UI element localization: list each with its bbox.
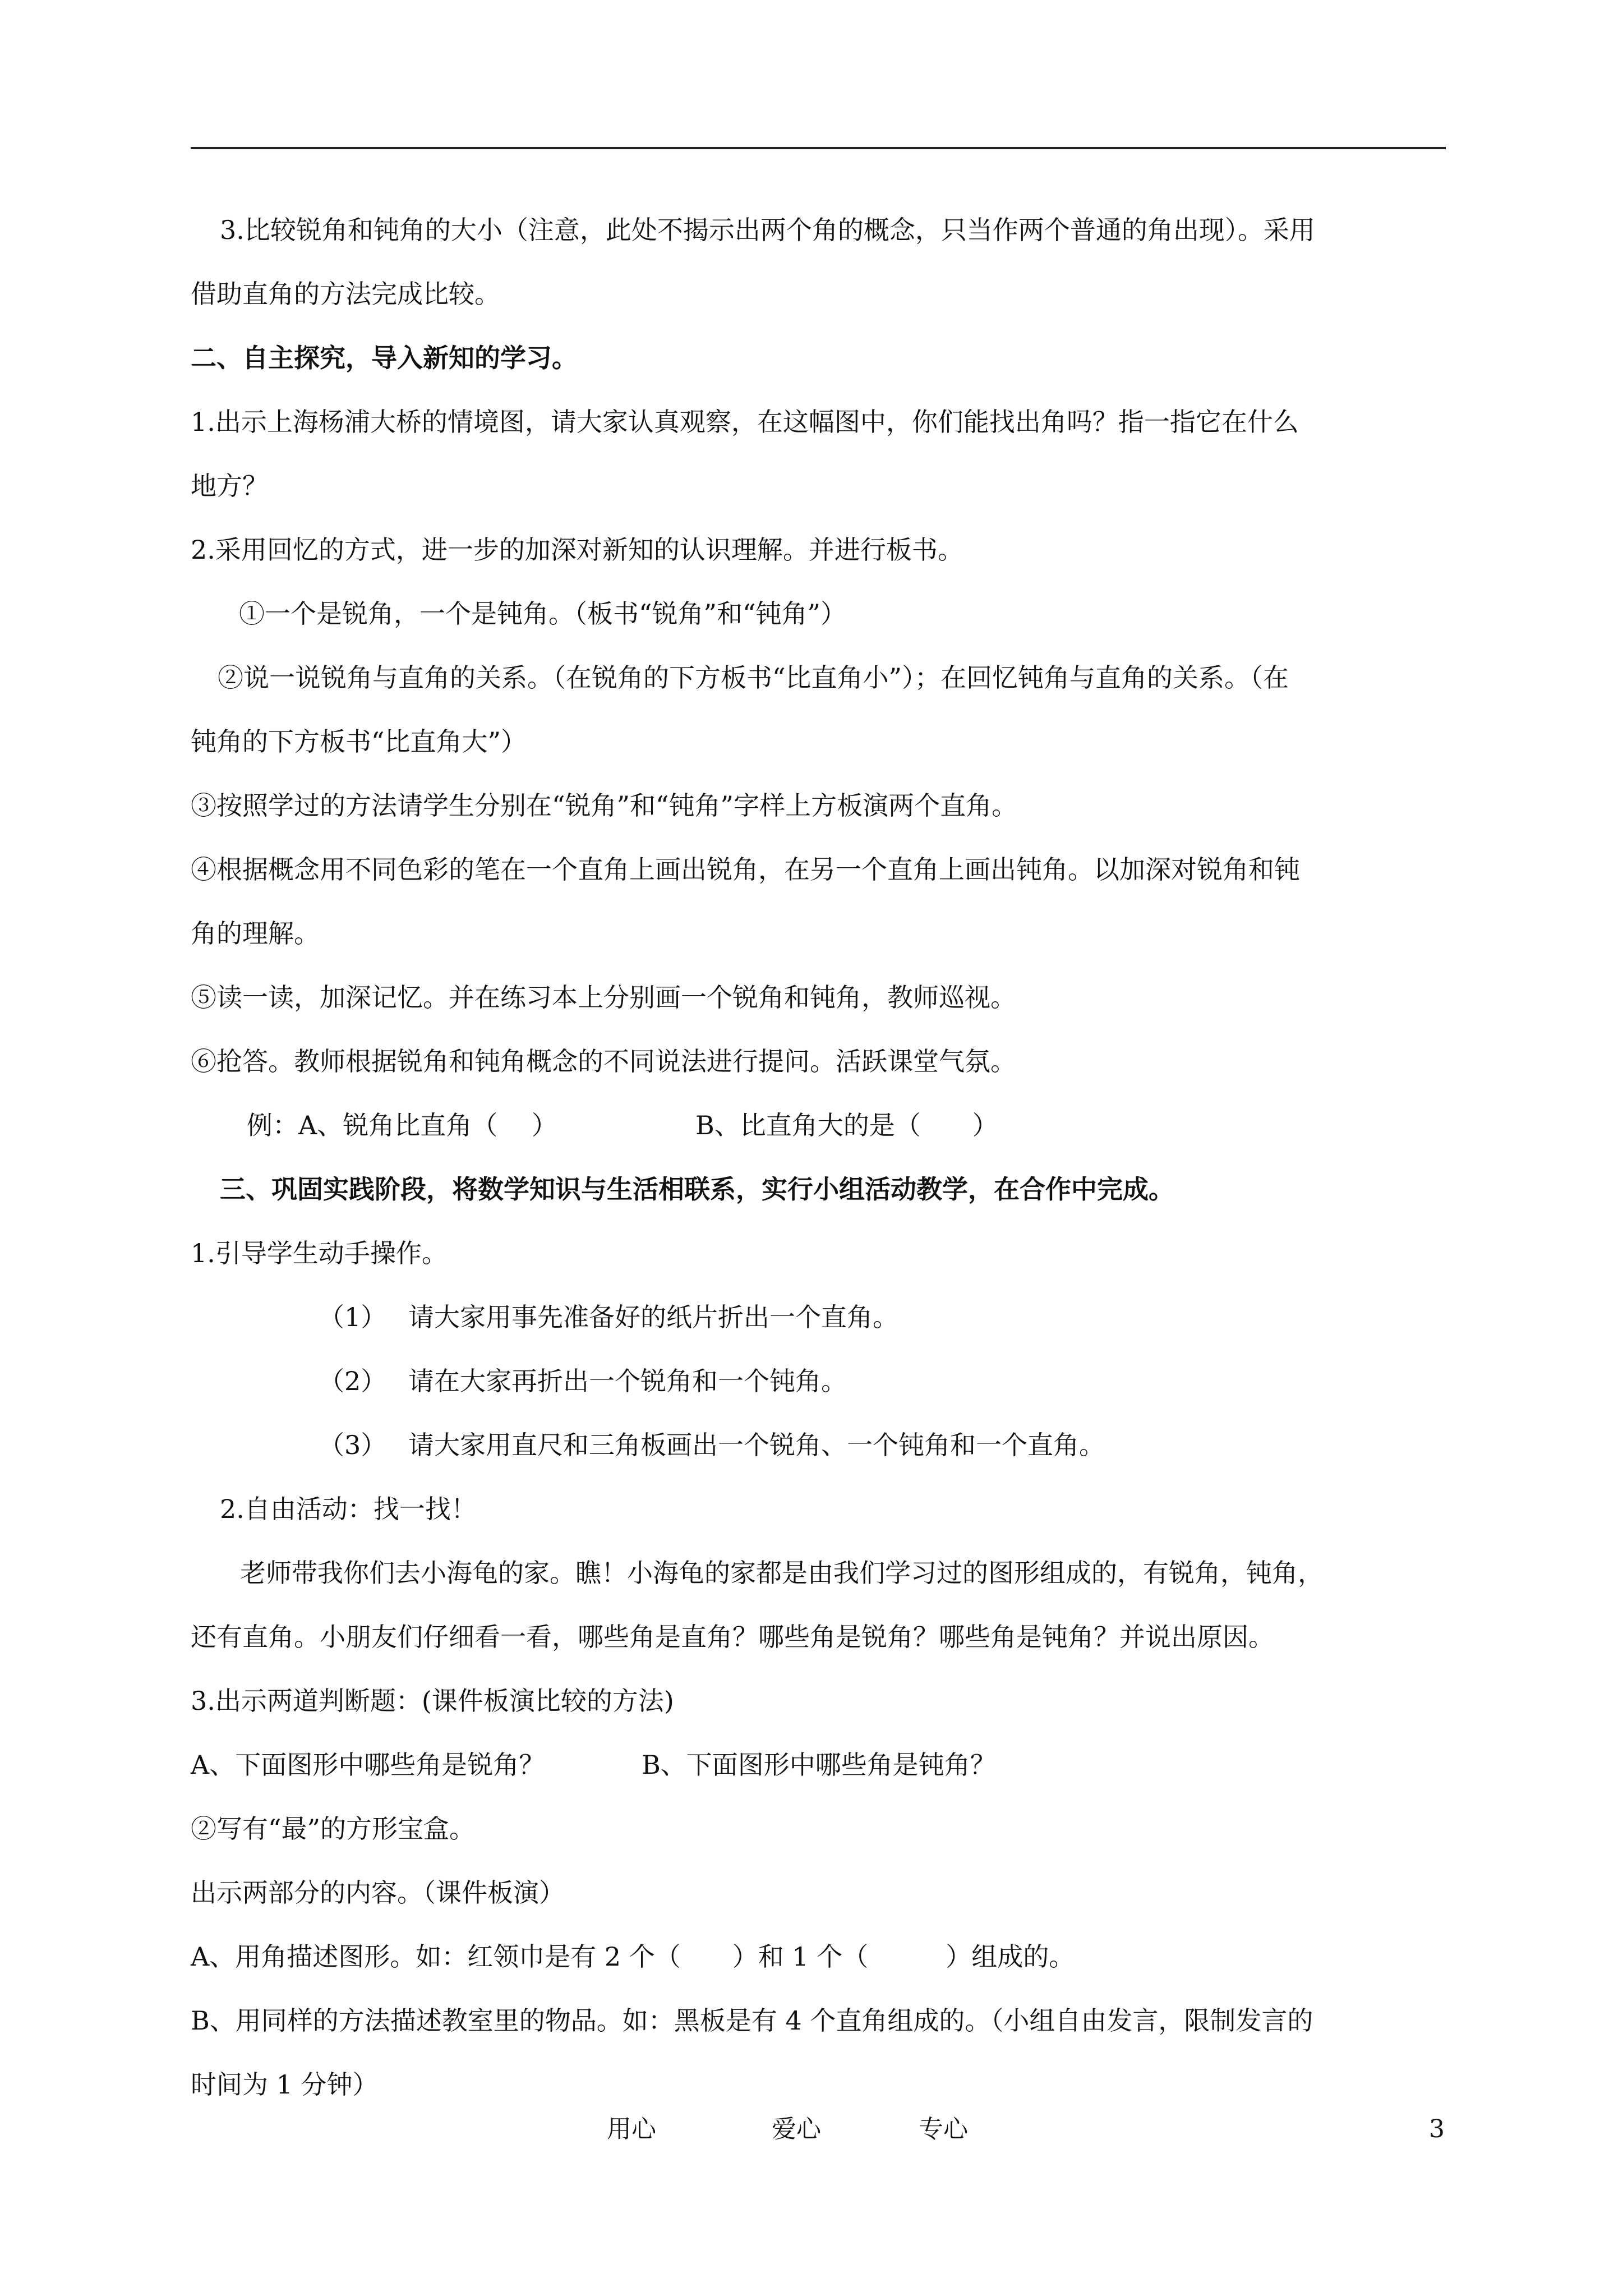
list-item-text: 请在大家再折出一个锐角和一个钝角。 [408, 1366, 847, 1396]
paragraph-line: A、用角描述图形。如：红领巾是有 2 个（ ）和 1 个（ ）组成的。 [191, 1941, 1075, 1972]
section-heading: 三、巩固实践阶段，将数学知识与生活相联系，实行小组活动教学，在合作中完成。 [220, 1174, 1174, 1204]
footer-text-1: 用心 [607, 2115, 656, 2143]
paragraph-line: 地方？ [191, 471, 268, 501]
paragraph-line: ④根据概念用不同色彩的笔在一个直角上画出锐角，在另一个直角上画出钝角。以加深对锐角和钝 [191, 854, 1300, 885]
paragraph-line: 2.采用回忆的方式，进一步的加深对新知的认识理解。并进行板书。 [191, 535, 963, 565]
list-item-number: （1） [319, 1302, 387, 1332]
example-line-b: B、比直角大的是（ ） [695, 1110, 998, 1140]
list-item-number: （3） [319, 1430, 387, 1460]
paragraph-line: 还有直角。小朋友们仔细看一看，哪些角是直角？哪些角是锐角？哪些角是钝角？并说出原因。 [191, 1622, 1274, 1652]
paragraph-line: 3.比较锐角和钝角的大小（注意，此处不揭示出两个角的概念，只当作两个普通的角出现）。采用 [220, 215, 1315, 245]
paragraph-line: ③按照学过的方法请学生分别在“锐角”和“钝角”字样上方板演两个直角。 [191, 790, 1018, 821]
paragraph-line: 1.出示上海杨浦大桥的情境图，请大家认真观察，在这幅图中，你们能找出角吗？指一指它在什么 [191, 407, 1299, 437]
question-a: A、下面图形中哪些角是锐角？ [191, 1750, 545, 1780]
header-rule [191, 147, 1446, 149]
section-heading: 二、自主探究，导入新知的学习。 [191, 343, 578, 373]
paragraph-line: 借助直角的方法完成比较。 [191, 279, 500, 309]
paragraph-line: 出示两部分的内容。（课件板演） [191, 1878, 565, 1908]
list-item-number: （2） [319, 1366, 387, 1396]
paragraph-line: 2.自由活动：找一找！ [220, 1494, 477, 1524]
paragraph-line: 老师带我你们去小海龟的家。瞧！小海龟的家都是由我们学习过的图形组成的，有锐角，钝角， [240, 1558, 1324, 1588]
footer-text-3: 专心 [919, 2115, 968, 2143]
footer-text-2: 爱心 [772, 2115, 821, 2143]
paragraph-line: 1.引导学生动手操作。 [191, 1238, 448, 1268]
paragraph-line: 3.出示两道判断题：(课件板演比较的方法) [191, 1686, 674, 1716]
paragraph-line: ②写有“最”的方形宝盒。 [191, 1814, 476, 1844]
paragraph-line: 钝角的下方板书“比直角大”） [191, 726, 527, 757]
paragraph-line: ⑤读一读，加深记忆。并在练习本上分别画一个锐角和钝角，教师巡视。 [191, 982, 1016, 1013]
question-b: B、下面图形中哪些角是钝角？ [642, 1750, 996, 1780]
paragraph-line: 时间为 1 分钟） [191, 2069, 379, 2100]
page-number: 3 [1429, 2115, 1445, 2143]
paragraph-line: ②说一说锐角与直角的关系。（在锐角的下方板书“比直角小”）；在回忆钝角与直角的关系。（在 [218, 662, 1289, 693]
list-item-text: 请大家用直尺和三角板画出一个锐角、一个钝角和一个直角。 [408, 1430, 1105, 1460]
list-item-text: 请大家用事先准备好的纸片折出一个直角。 [408, 1302, 898, 1332]
paragraph-line: 角的理解。 [191, 918, 320, 949]
paragraph-line: ①一个是锐角，一个是钝角。（板书“锐角”和“钝角”） [239, 599, 847, 629]
paragraph-line: B、用同样的方法描述教室里的物品。如：黑板是有 4 个直角组成的。（小组自由发言，限制发言的 [191, 2005, 1313, 2036]
paragraph-line: ⑥抢答。教师根据锐角和钝角概念的不同说法进行提问。活跃课堂气氛。 [191, 1046, 1016, 1076]
example-line-a: 例：A、锐角比直角（ ） [247, 1110, 557, 1140]
